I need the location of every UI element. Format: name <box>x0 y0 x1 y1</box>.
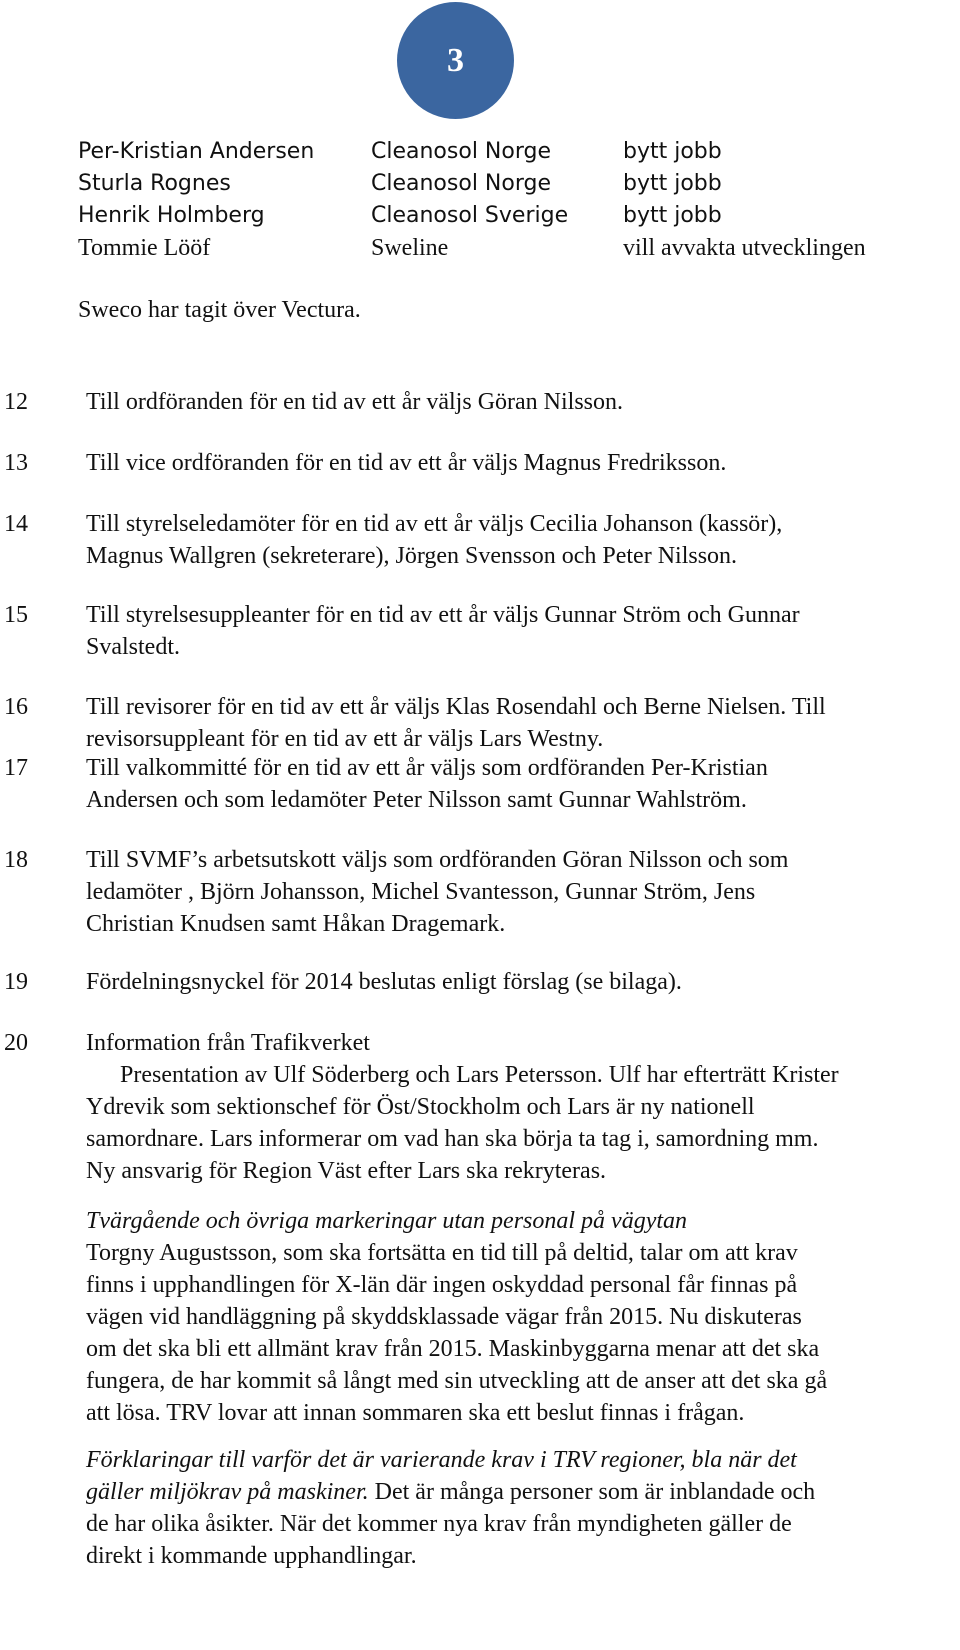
section-text-line: om det ska bli ett allmänt krav från 2015. Maskinbyggarna menar att det ska <box>86 1336 820 1362</box>
item-number: 20 <box>4 1030 28 1056</box>
member-reason: bytt jobb <box>623 171 722 196</box>
section-text-line: fungera, de har kommit så långt med sin utveckling att de anser att det ska gå <box>86 1368 828 1394</box>
page-number-badge <box>397 2 514 119</box>
member-reason: bytt jobb <box>623 139 722 164</box>
member-company: Sweline <box>371 235 449 261</box>
item-text-line: Till revisorer för en tid av ett år väljs Klas Rosendahl och Berne Nielsen. Till <box>86 694 826 720</box>
section-title: Förklaringar till varför det är varierande krav i TRV regioner, bla när det <box>86 1447 797 1473</box>
item-text-line: Andersen och som ledamöter Peter Nilsson samt Gunnar Wahlström. <box>86 787 747 813</box>
item-number: 12 <box>4 389 28 415</box>
item-number: 13 <box>4 450 28 476</box>
item-text-line: Till styrelsesuppleanter för en tid av ett år väljs Gunnar Ström och Gunnar <box>86 602 800 628</box>
item-heading: Information från Trafikverket <box>86 1030 370 1056</box>
member-reason: bytt jobb <box>623 203 722 228</box>
member-name: Henrik Holmberg <box>78 203 265 228</box>
member-reason: vill avvakta utvecklingen <box>623 235 866 261</box>
item-text-line: Till valkommitté för en tid av ett år väljs som ordföranden Per-Kristian <box>86 755 768 781</box>
member-company: Cleanosol Sverige <box>371 203 569 228</box>
member-name: Sturla Rognes <box>78 171 231 196</box>
item-text-line: ledamöter , Björn Johansson, Michel Svantesson, Gunnar Ström, Jens <box>86 879 756 905</box>
item-number: 14 <box>4 511 28 537</box>
item-text-line: samordnare. Lars informerar om vad han ska börja ta tag i, samordning mm. <box>86 1126 819 1152</box>
section-text-line: direkt i kommande upphandlingar. <box>86 1543 417 1569</box>
item-text-line: Till vice ordföranden för en tid av ett år väljs Magnus Fredriksson. <box>86 450 727 476</box>
item-number: 15 <box>4 602 28 628</box>
member-name: Per-Kristian Andersen <box>78 139 315 164</box>
section-title-end: gäller miljökrav på maskiner. <box>86 1479 369 1505</box>
member-name: Tommie Lööf <box>78 235 211 261</box>
item-number: 19 <box>4 969 28 995</box>
section-text: Det är många personer som är inblandade och <box>368 1479 816 1505</box>
section-text-line <box>86 1476 958 1508</box>
member-company: Cleanosol Norge <box>371 171 551 196</box>
section-text-line: att lösa. TRV lovar att innan sommaren ska ett beslut finnas i frågan. <box>86 1400 745 1426</box>
section-explanations <box>86 1444 958 1572</box>
section-crossing-markings <box>86 1205 958 1429</box>
item-number: 17 <box>4 755 28 781</box>
item-text-line: Svalstedt. <box>86 634 180 660</box>
section-text-line: finns i upphandlingen för X-län där ingen oskyddad personal får finnas på <box>86 1272 798 1298</box>
section-text-line: de har olika åsikter. När det kommer nya krav från myndigheten gäller de <box>86 1511 792 1537</box>
section-title: Tvärgående och övriga markeringar utan personal på vägytan <box>86 1208 688 1234</box>
page-number: 3 <box>447 41 464 79</box>
item-number: 16 <box>4 694 28 720</box>
item-text-line: Ydrevik som sektionschef för Öst/Stockholm och Lars är ny nationell <box>86 1094 755 1120</box>
item-text-line: Fördelningsnyckel för 2014 beslutas enligt förslag (se bilaga). <box>86 969 682 995</box>
member-company: Cleanosol Norge <box>371 139 551 164</box>
section-text-line: Torgny Augustsson, som ska fortsätta en tid till på deltid, talar om att krav <box>86 1240 798 1266</box>
item-text-line: Till styrelseledamöter för en tid av ett år väljs Cecilia Johanson (kassör), <box>86 511 783 537</box>
item-text-line: revisorsuppleant för en tid av ett år väljs Lars Westny. <box>86 726 604 752</box>
item-text-line: Ny ansvarig för Region Väst efter Lars ska rekryteras. <box>86 1158 607 1184</box>
item-number: 18 <box>4 847 28 873</box>
section-text-line: vägen vid handläggning på skyddsklassade vägar från 2015. Nu diskuteras <box>86 1304 802 1330</box>
item-text-line: Presentation av Ulf Söderberg och Lars Petersson. Ulf har efterträtt Krister <box>120 1062 839 1088</box>
item-text-line: Till ordföranden för en tid av ett år väljs Göran Nilsson. <box>86 389 624 415</box>
item-text-line: Christian Knudsen samt Håkan Dragemark. <box>86 911 506 937</box>
item-text-line: Till SVMF’s arbetsutskott väljs som ordföranden Göran Nilsson och som <box>86 847 789 873</box>
note-text: Sweco har tagit över Vectura. <box>78 297 361 323</box>
item-text-line: Magnus Wallgren (sekreterare), Jörgen Svensson och Peter Nilsson. <box>86 543 738 569</box>
